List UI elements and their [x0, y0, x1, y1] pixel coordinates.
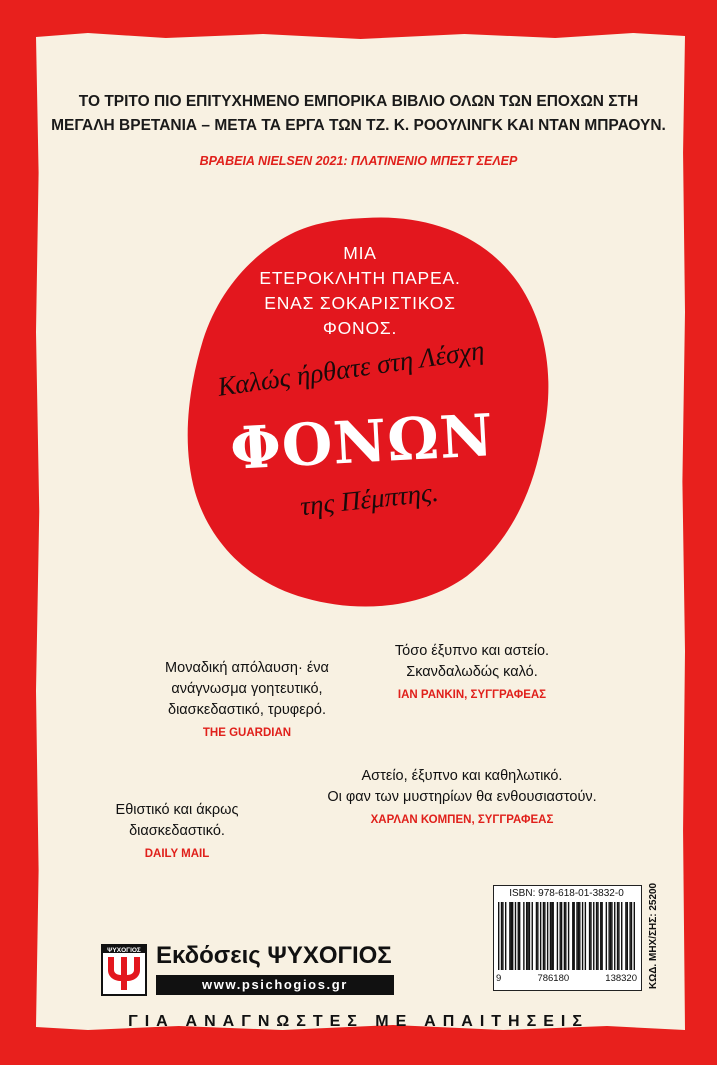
barcode-bar: [611, 902, 612, 970]
barcode-bar: [578, 902, 579, 970]
quote-text: Σκανδαλωδώς καλό.: [406, 664, 538, 680]
barcode-bar: [621, 902, 622, 970]
barcode-bar: [606, 902, 607, 970]
barcode-bar: [501, 902, 502, 970]
barcode-bars: [498, 902, 635, 970]
barcode-bar: [561, 902, 562, 970]
barcode-bar: [553, 902, 554, 970]
tagline-line-4: ΦΟΝΟΣ.: [322, 318, 398, 338]
quote-text: Εθιστικό και άκρως: [115, 802, 239, 818]
barcode-bar: [540, 902, 541, 970]
quote-source: ΙΑΝ ΡΑΝΚΙΝ, ΣΥΓΓΡΑΦΕΑΣ: [397, 689, 547, 701]
quote-text: Μοναδική απόλαυση· ένα: [165, 660, 329, 676]
quote-text: ανάγνωσμα γοητευτικό,: [171, 681, 323, 697]
barcode-bar: [550, 902, 551, 970]
headline-line-2: ΜΕΓΑΛΗ ΒΡΕΤΑΝΙΑ – ΜΕΤΑ ΤΑ ΕΡΓΑ ΤΩΝ ΤΖ. Κ. ΡΟΟΥΛΙΝΓΚ ΚΑΙ ΝΤΑΝ ΜΠΡΑΟΥΝ.: [51, 117, 666, 134]
barcode-digits-right: 138320: [605, 973, 637, 984]
barcode-bar: [585, 902, 586, 970]
quote-text: Οι φαν των μυστηρίων θα ενθουσιαστούν.: [327, 789, 597, 805]
barcode-bar: [614, 902, 615, 970]
barcode-bar: [601, 902, 602, 970]
quote-text: διασκεδαστικό, τρυφερό.: [168, 702, 326, 718]
quote-text: Τόσο έξυπνο και αστείο.: [394, 643, 550, 659]
barcode-bar: [544, 902, 545, 970]
headline-line-1: ΤΟ ΤΡΙΤΟ ΠΙΟ ΕΠΙΤΥΧΗΜΕΝΟ ΕΜΠΟΡΙΚΑ ΒΙΒΛΙΟ ΟΛΩΝ ΤΩΝ ΕΠΟΧΩΝ ΣΤΗ: [78, 93, 639, 110]
barcode-bar: [596, 902, 597, 970]
barcode-digits-left: 786180: [537, 973, 570, 984]
quote-source: ΧΑΡΛΑΝ ΚΟΜΠΕΝ, ΣΥΓΓΡΑΦΕΑΣ: [370, 814, 554, 826]
barcode-digits: [496, 973, 637, 984]
barcode-bar: [560, 902, 561, 970]
quote-text: διασκεδαστικό.: [129, 823, 225, 839]
award-line: ΒΡΑΒΕΙΑ NIELSEN 2021: ΠΛΑΤΙΝΕΝΙΟ ΜΠΕΣΤ ΣΕΛΕΡ: [199, 154, 518, 168]
barcode-bar: [515, 902, 516, 970]
barcode-bar: [627, 902, 628, 970]
barcode-bar: [551, 902, 552, 970]
barcode-bar: [629, 902, 630, 970]
logo-text: ΨΥΧΟΓΙΟΣ: [107, 947, 141, 954]
title-script-top: Καλώς ήρθατε στη Λέσχη: [215, 334, 487, 402]
barcode-bar: [608, 902, 609, 970]
publisher-name: Εκδόσεις ΨΥΧΟΓΙΟΣ: [156, 942, 392, 969]
barcode-bar: [617, 902, 618, 970]
publisher-logo-icon: [101, 944, 147, 996]
barcode-bar: [518, 902, 519, 970]
barcode-bar: [543, 902, 544, 970]
quote-daily-mail: [82, 800, 272, 865]
title-script-bottom: της Πέμπτης.: [298, 476, 440, 522]
isbn-label: ISBN: 978-618-01-3832-0: [509, 888, 624, 899]
barcode-bar: [634, 902, 635, 970]
barcode-bar: [572, 902, 573, 970]
barcode-bar: [527, 902, 528, 970]
quote-source: THE GUARDIAN: [202, 727, 292, 739]
barcode-bar: [573, 902, 574, 970]
barcode-bar: [512, 902, 513, 970]
barcode-bar: [618, 902, 619, 970]
barcode-bar: [526, 902, 527, 970]
barcode-bar: [537, 902, 538, 970]
barcode-bar: [593, 902, 594, 970]
barcode-bar: [564, 902, 565, 970]
barcode-bar: [498, 902, 499, 970]
footer-slogan: ΓΙΑ ΑΝΑΓΝΩΣΤΕΣ ΜΕ ΑΠΑΙΤΗΣΕΙΣ: [128, 1013, 589, 1030]
barcode-bar: [547, 902, 548, 970]
barcode-bar: [502, 902, 503, 970]
tagline-line-3: ΕΝΑΣ ΣΟΚΑΡΙΣΤΙΚΟΣ: [264, 293, 456, 313]
barcode-bar: [529, 902, 530, 970]
barcode-digit-first: 9: [496, 973, 502, 984]
barcode-bar: [631, 902, 632, 970]
book-title: ΦΟΝΩΝ: [228, 401, 496, 483]
barcode-bar: [536, 902, 537, 970]
barcode-bar: [509, 902, 510, 970]
barcode-bar: [505, 902, 506, 970]
barcode-bar: [582, 902, 583, 970]
quote-source: DAILY MAIL: [144, 848, 210, 860]
barcode-bar: [579, 902, 580, 970]
barcode-bar: [519, 902, 520, 970]
tagline-line-2: ΕΤΕΡΟΚΛΗΤΗ ΠΑΡΕΑ.: [259, 268, 461, 288]
barcode-bar: [568, 902, 569, 970]
quote-coben: [292, 766, 632, 831]
barcode-bar: [532, 902, 533, 970]
quote-text: Αστείο, έξυπνο και καθηλωτικό.: [361, 768, 563, 784]
tagline-line-1: ΜΙΑ: [343, 243, 377, 263]
quote-guardian: [132, 658, 362, 744]
barcode-bar: [597, 902, 598, 970]
barcode-bar: [523, 902, 524, 970]
headline: [40, 90, 677, 138]
publisher-url: www.psichogios.gr: [156, 975, 394, 995]
barcode-bar: [565, 902, 566, 970]
barcode-bar: [589, 902, 590, 970]
barcode-bar: [625, 902, 626, 970]
price-code: ΚΩΔ. ΜΗΧ/ΣΗΣ: 25200: [648, 882, 659, 989]
barcode-bar: [511, 902, 512, 970]
barcode-bar: [576, 902, 577, 970]
barcode-bar: [590, 902, 591, 970]
barcode-bar: [610, 902, 611, 970]
tagline: [240, 241, 480, 341]
barcode-bar: [600, 902, 601, 970]
quote-rankin: [372, 641, 572, 706]
barcode-bar: [557, 902, 558, 970]
